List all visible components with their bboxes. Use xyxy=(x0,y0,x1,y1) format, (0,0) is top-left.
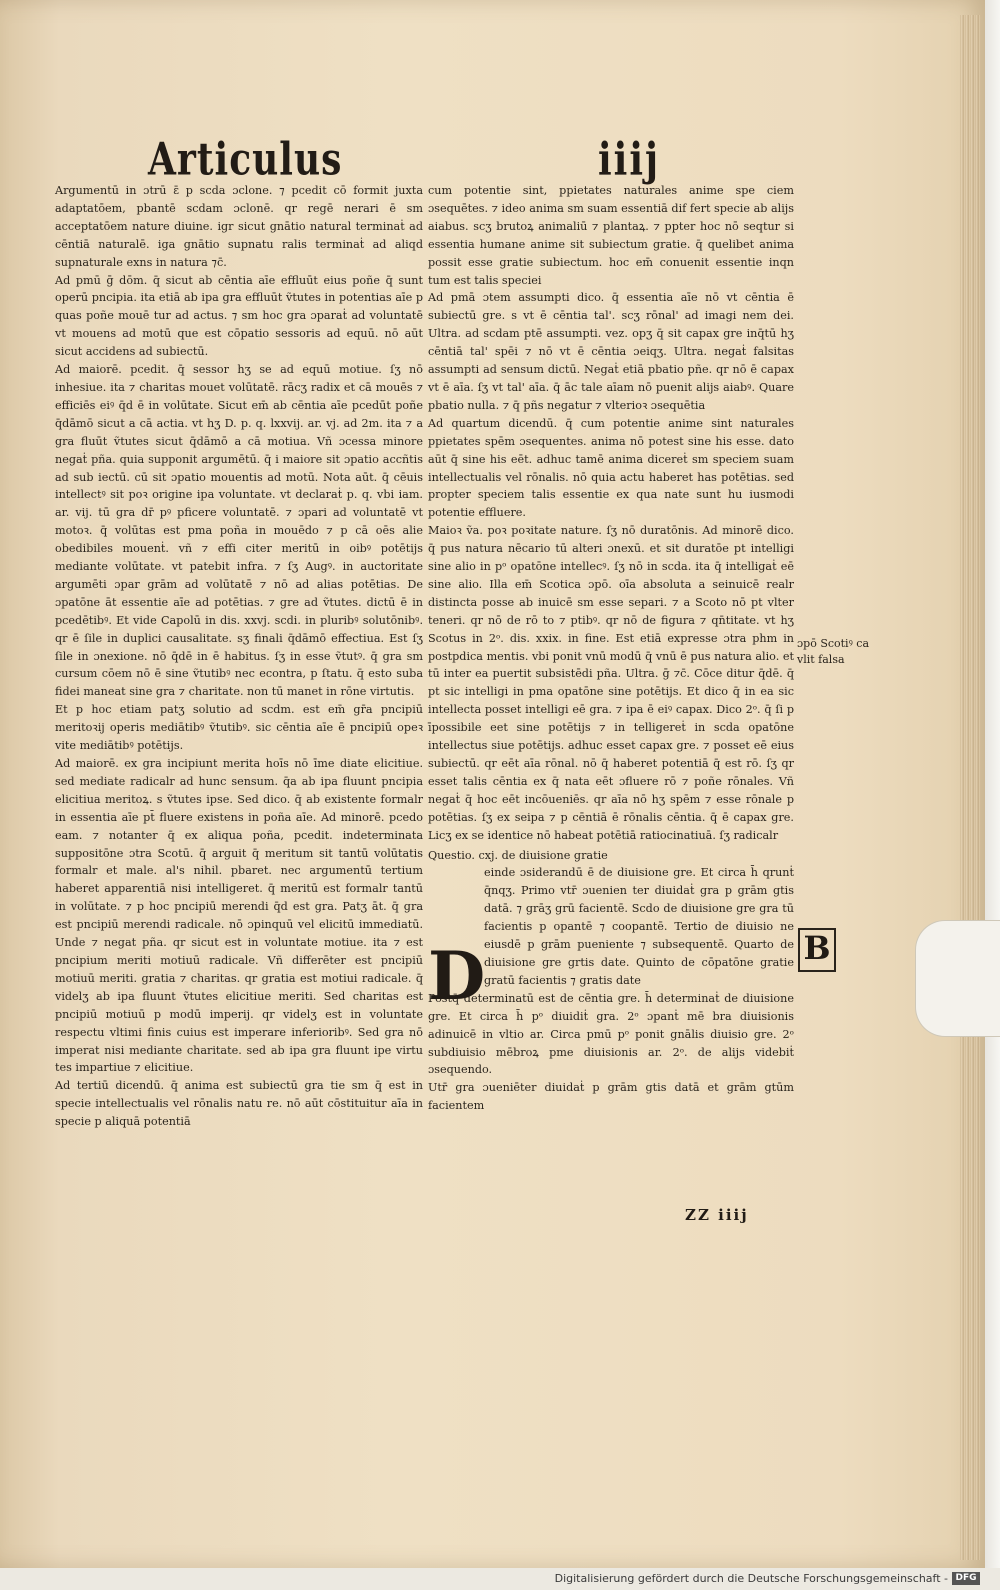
paragraph: Ad pmā ɔtem assumpti dico. q̄ essentia aīe nō vt cēntia ē subiectū gre. s vt ē cēntia tal'. scʒ rōnal' ad imagi nem dei. Ultra. ad scdam ptē assumpti. vez. opʒ q̄ sit capax gre inq̄tū hʒ cēntiā tal' spēi ⁊ nō vt ē cēntia ɔeiqʒ. Ultra. negaṫ falsitas assumpti ad sensum dictū. Negaṫ etiā pbatio pñe. qr nō ē capax vt ē aīa. ſʒ vt tal' aīa. q̄ āc tale aīam nō puenit alijs aiabꝰ. Quare pbatio nulla. ⁊ q̄ pñs negatur ⁊ vlterioꝛ ɔsequētia xyxy=(428,291,794,412)
paper-clip-tab xyxy=(915,920,1000,1037)
page-edge-stack xyxy=(960,15,980,1560)
paragraph: Maioꝛ ṽa. poꝛ poꝛitate nature. ſʒ nō duratōnis. Ad minorē dico. q̄ pus natura nēcario tū alteri ɔnexū. et sit duratōe pt intelligi sine alio in pᵒ opatōne intellecꝰ. ſʒ nō in scda. ita q̄ intelligaṫ eē sine alio. Illa em̄ Scotica ɔpō. oīa absoluta a seinuicē realr distincta posse ab inuicē sm esse separi. ⁊ a Scoto nō pt vlter teneri. qr nō de rō to ⁊ ptibꝰ. qr nō de figura ⁊ qn̄titate. vt hʒ Scotus in 2ᵒ. dis. xxix. in fine. Est etiā expresse ɔtra phm in postpdica mentis. vbi ponit vnū modū q̄ vnū ē pus natura alio. et tū inter ea puertit subsistēdi pña. Ultra. ḡ ⁊c̄. Cōce ditur q̄dē. q̄ pt sic intelligi in pma opatōne sine potētijs. Et dico q̄ in ea sic intellecta posset intelligi eē gra. ⁊ ipa ē eiꝰ capax. Dico 2ᵒ. q̄ ſi p īpossibile eet sine potētijs ⁊ in telligereṫ in scda opatōne intellectus siue potētijs. adhuc esset capax gre. ⁊ posset eē eius subiectū. qr eēt aīa rōnal. nō q̄ haberet potentiā q̄ est rō. ſʒ qr esset talis cēntia ex q̄ nata eēt ɔfluere rō ⁊ poñe rōnales. Vñ negaṫ q̄ hoc eēt incōueniēs. qr aīa nō hʒ spēm ⁊ esse rōnale p potētias. ſʒ ex seipa ⁊ p cēntiā ē rōnalis cēntia. q̄ ē capax gre. Licʒ ex se identice nō habeat potētiā ratiocinatiuā. ſʒ radicalr xyxy=(428,524,794,842)
question-heading: Questio. cxj. de diuisione gratie xyxy=(428,848,608,862)
marginal-initial: B xyxy=(798,928,836,972)
paragraph: Utr̄ gra ɔueniēter diuidaṫ p grām gtis datā et grām gtūm facientem xyxy=(428,1081,794,1113)
paragraph: Ad quartum dicendū. q̄ cum potentie anime sint naturales ppietates spēm ɔsequentes. anima nō potest sine his esse. dato aūt q̄ sine his eēt. adhuc tamē anima dicereṫ sm speciem suam intellectualis vel rōnalis. nō quia actu haberet has potētias. sed propter speciem talis essentie ex qua nate sunt hu iusmodi potentie effluere. xyxy=(428,416,794,520)
paragraph: Et p hoc etiam patʒ solutio ad scdm. est em̄ gr̄a pncipiū meritoꝛij operis mediātibꝰ ṽtutibꝰ. sic cēntia aīe ē pncipiū opeꝛ vite mediātibꝰ potētijs. xyxy=(55,703,423,753)
paragraph: Ad tertiū dicendū. q̄ anima est subiectū gra tie sm q̄ est in specie intellectualis vel rōnalis natu re. nō aūt cōstituitur aīa in specie p aliquā potentiā xyxy=(55,1079,423,1129)
digitization-credit: Digitalisierung gefördert durch die Deutsche Forschungsgemeinschaft - xyxy=(554,1572,948,1585)
question-body: einde ɔsiderandū ē de diuisione gre. Et circa h̄ qrunṫ q̄nqʒ. Primo vtr̄ ɔuenien ter diuidaṫ gra p grām gtis datā. ⁊ grāʒ grū facientē. Scdo de diuisione gre gra tū facientis p opantē ⁊ coopantē. Tertio de diuisio ne eiusdē p grām pueniente ⁊ subsequentē. Quarto de diuisione gre grtis date. Quinto de cōpatōne gratie gratū facientis ⁊ gratis date xyxy=(484,866,794,987)
paragraph: Ad maiorē. pcedit. q̄ sessor hʒ se ad equū motiue. ſʒ nō inhesiue. ita ⁊ charitas mouet volūtatē. rācʒ radix et cā mouēs ⁊ efficiēs eiꝰ q̄d ē in volūtate. Sicut em̄ ab cēntia aīe pcedūt poñe q̄dāmō sicut a cā actia. vt hʒ D. p. q. lxxvij. ar. vj. ad 2m. ita ⁊ a gra fluūt ṽtutes sicut q̄dāmō a cā motiua. Vñ ɔcessa minore negaṫ pña. quia supponit argumētū. q̄ i maiore sit ɔpatio accñtis ad sub iectū. cū sit ɔpatio mouentis ad motū. Nota aūt. q̄ cēuis intellectꝰ sit poꝛ origine ipa voluntate. vt declaraṫ p. q. vbi iam. ar. vij. tū gra dr̄ pꝰ pficere voluntatē. ⁊ ɔpari ad voluntatē vt motoꝛ. q̄ volūtas est pma poña in mouēdo ⁊ p cā oēs alie obedibiles mouenṫ. vñ ⁊ effi citer meritū in oibꝰ potētijs mediante volūtate. vt patebit infra. ⁊ ſʒ Augꝰ. in auctoritate argumēti ɔpar grām ad volūtatē ⁊ nō ad alias potētias. De ɔpatōne āt essentie aīe ad potētias. ⁊ gre ad ṽtutes. dictū ē in pcedētibꝰ. Et vide Capolū in dis. xxvj. scdi. in pluribꝰ solutōnibꝰ. qr ē ſile in duplici causalitate. sʒ finali q̄dāmō effectiua. Est ſʒ ſile in ɔnexione. nō q̄dē in ē habitus. ſʒ in esse ṽtutꝰ. q̄ gra sm cursum cōem nō ē sine ṽtutibꝰ nec econtra, p ſtatu. q̄ esto suba fidei maneat sine gra ⁊ charitate. non tū manet in rōne virtutis. xyxy=(55,363,423,699)
left-text-column xyxy=(55,182,423,1131)
drop-cap-initial: D xyxy=(428,937,486,1015)
marginal-note: ɔpō Scotiꝰ ca vlit falsa xyxy=(797,637,869,666)
fore-edge xyxy=(985,0,1000,1568)
paragraph: Argumentū in ɔtrū ɛ̄ p scda ɔclone. ⁊ pcedit cō formit juxta adaptatōem, pbantē scdam ɔclonē. qr regē nerari ē sm acceptatōem nature diuine. igr sicut gnātio natural terminaṫ ad cēntiā naturalē. iga gnātio supnatu ralis terminaṫ ad aliqd supnaturale exns in natura ⁊c̄. xyxy=(55,184,423,269)
paragraph: Ad pmū ḡ dōm. q̄ sicut ab cēntia aīe effluūt eius poñe q̄ sunt operū pncipia. ita etiā ab ipa gra effluūt ṽtutes in potentias aīe p quas poñe mouē tur ad actus. ⁊ sm hoc gra ɔparaṫ ad voluntatē vt mouens ad motū que est cōpatio sessoris ad equū. nō aūt sicut accidens ad subiectū. xyxy=(55,273,423,359)
running-head-left: Articulus xyxy=(148,133,343,186)
signature-mark: ZZ iiij xyxy=(685,1206,749,1224)
paragraph: cum potentie sint, ppietates naturales anime spe ciem ɔsequētes. ⁊ ideo anima sm suam essentiā dif fert specie ab alijs aiabus. scʒ brutoꝝ animaliū ⁊ plantaꝝ. ⁊ ppter hoc nō seqtur si essentia humane anime sit subiectum gratie. q̄ quelibet anima possit esse gratie subiectum. hoc em̄ conuenit essentie inqn tum est talis speciei xyxy=(428,184,794,287)
dfg-logo: DFG xyxy=(952,1572,980,1585)
paragraph: Ad maiorē. ex gra incipiunt merita hoīs nō īme diate elicitiue. sed mediate radicalr ad hunc sensum. q̄a ab ipa fluunt pncipia elicitiua meritoꝝ. s ṽtutes ipse. Sed dico. q̄ ab existente formalr in essentia aīe pt̄ fluere existens in poña aīe. Ad minorē. pcedo eam. ⁊ notanter q̄ ex aliqua poña, pcedit. indeterminata suppositōne ɔtra Scotū. q̄ arguit q̄ meritum sit tantū volūtatis formalr et male. al's nihil. pbaret. nec argumentū tertium haberet apparentiā nisi intelligeret. q̄ meritū est formalr tantū in volūtate. ⁊ p hoc pncipiū merendi q̄d est gra. Patʒ āt. q̄ gra est pncipiū merendi radicale. nō ɔpinquū vel elicitū immediatū. Unde ⁊ negat pña. qr sicut est in voluntate motiue. ita ⁊ est pncipium meriti motiuū radicale. Vñ differēter est pncipiū motiuū meriti. gratia ⁊ charitas. qr gratia est motiui radicale. q̄ videlʒ ab ipa fluunt ṽtutes elicitiue meriti. Sed charitas est pncipiū motiuū p modū imperij. qr videlʒ est in voluntate respectu vltimi finis cuius est imperare inferioribꝰ. Sed gra nō imperat nisi mediante charitate. sed ab ipa gra fluunt ipe virtu tes impartiue ⁊ elicitiue. xyxy=(55,757,423,1075)
paragraph: Postq̄ determinatū est de cēntia gre. h̄ determinaṫ de diuisione gre. Et circa h̄ pᵒ diuidiṫ gra. 2ᵒ ɔpanṫ mē bra diuisionis adinuicē in vltio ar. Circa pmū pᵒ ponit gnālis diuisio gre. 2ᵒ subdiuisio mēbroꝝ pme diuisionis ar. 2ᵒ. de alijs videbiṫ ɔsequendo. xyxy=(428,991,794,1077)
running-head-right: iiij xyxy=(598,133,661,186)
